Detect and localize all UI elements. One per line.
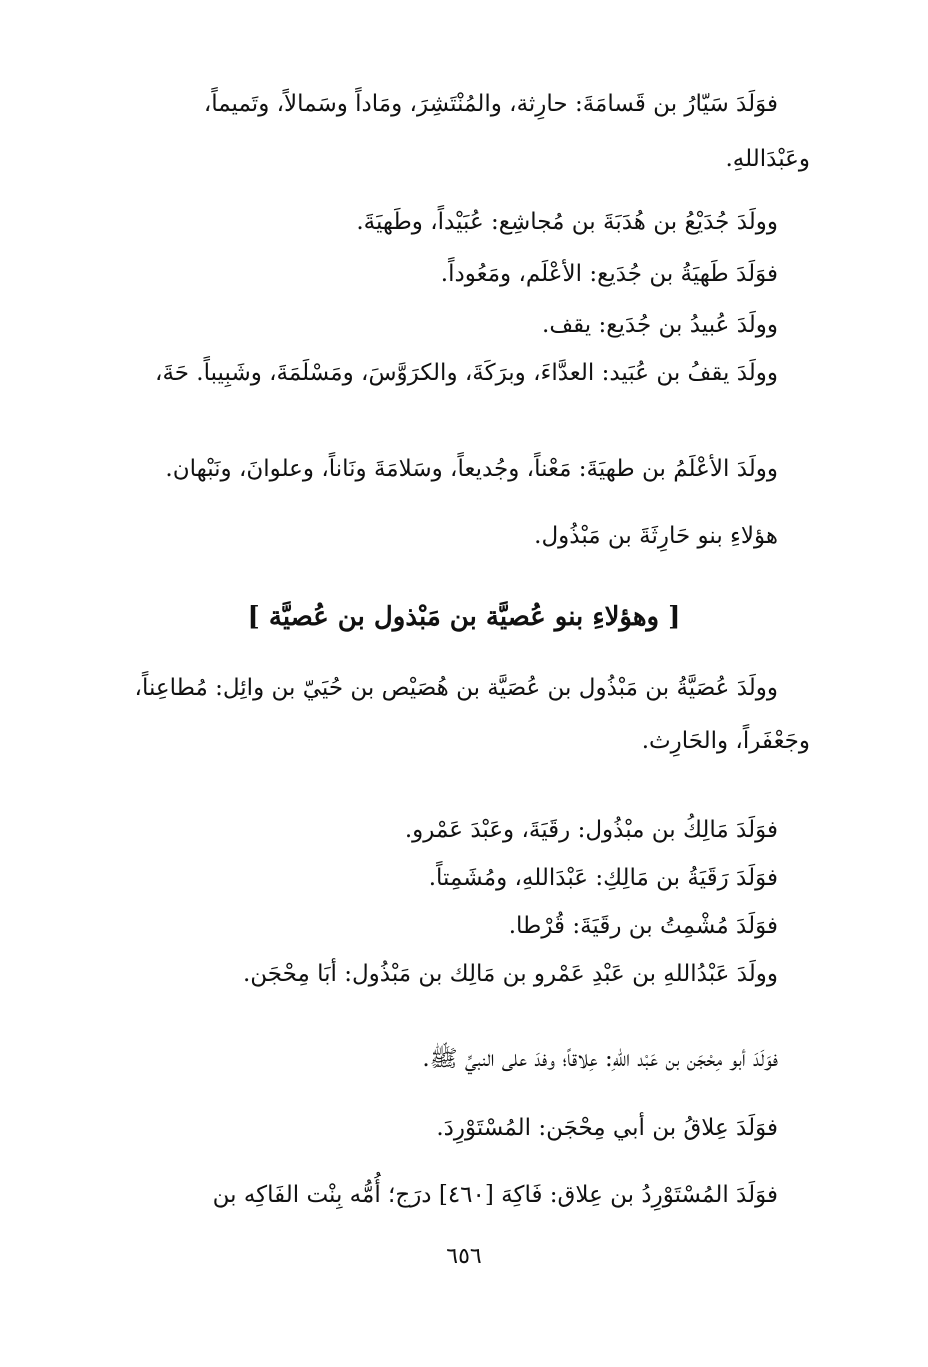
paragraph-line: فوَلَدَ المُسْتَوْرِدُ بن عِلاق: فَاكِهَ [٤٦٠] درَج؛ أُمُّه بِنْت الفَاكِه بن [212, 1182, 778, 1208]
paragraph-line: وولَدَ يقفُ بن عُبَيد: العدَّاءَ، وبرَكَةَ، والكرَوَّسَ، ومَسْلَمَةَ، وشَبِيباً. حَةَ، [155, 360, 778, 386]
paragraph-line: وجَعْفَراً، والحَارِث. [641, 728, 810, 754]
paragraph-line: فوَلَدَ رَقَيَةُ بن مَالِكِ: عَبْدَاللهِ، ومُشَمِتاً. [428, 865, 778, 891]
paragraph-line: وعَبْدَاللهِ. [725, 146, 810, 172]
paragraph-line: وولَدَ عُبيدُ بن جُدَيع: يقف. [542, 312, 778, 338]
paragraph-line: وولَدَ عُصَيَّةُ بن مَبْذُول بن عُصَيَّة بن هُصَيْص بن حُيَيّ بن وائِل: مُطاعِناً، [134, 675, 778, 701]
paragraph-line: وولَدَ جُدَيْعُ بن هُدَبَةَ بن مُجاشِع: عُبَيْداً، وطَهيَةَ. [356, 209, 778, 235]
paragraph-line: فوَلَدَ عِلاقُ بن أبي مِحْجَن: المُسْتَوْرِدَ. [436, 1115, 778, 1141]
paragraph-line: فوَلَدَ أبو مِحْجَن بن عَبْد اللهِ: عِلاقاً؛ وفدَ على النبيِّ ﷺ. [422, 1046, 778, 1072]
section-heading: [ وهؤلاءِ بنو عُصيَّة بن مَبْذول بن عُصيَّة ] [247, 602, 681, 632]
page-number: ٦٥٦ [446, 1244, 482, 1269]
paragraph-line: فوَلَدَ مَالِكُ بن مبْذُول: رقَيَةَ، وعَبْدَ عَمْرو. [404, 817, 778, 843]
paragraph-line: وولَدَ عَبْدُاللهِ بن عَبْدِ عَمْرو بن مَالِك بن مَبْذُول: أبَا مِحْجَن. [242, 961, 778, 987]
paragraph-line: فوَلَدَ سَيّارُ بن قَسامَةَ: حارِثة، والمُنْتَشِرَ، ومَاداً وسَمالاً، وتَميماً، [203, 91, 778, 117]
paragraph-line: فوَلَدَ طَهيَةُ بن جُدَيع: الأعْلَم، ومَعُوداً. [440, 261, 778, 287]
paragraph-line: فوَلَدَ مُشْمِتُ بن رقَيَةَ: قُرْطا. [508, 913, 778, 939]
paragraph-line: وولَدَ الأعْلَمُ بن طهيَةَ: مَعْناً، وجُديعاً، وسَلامَةَ ونَاناً، وعلوانَ، ونَبْهان. [165, 456, 778, 482]
paragraph-line: هؤلاءِ بنو حَارِثَةَ بن مَبْذُول. [534, 523, 778, 549]
